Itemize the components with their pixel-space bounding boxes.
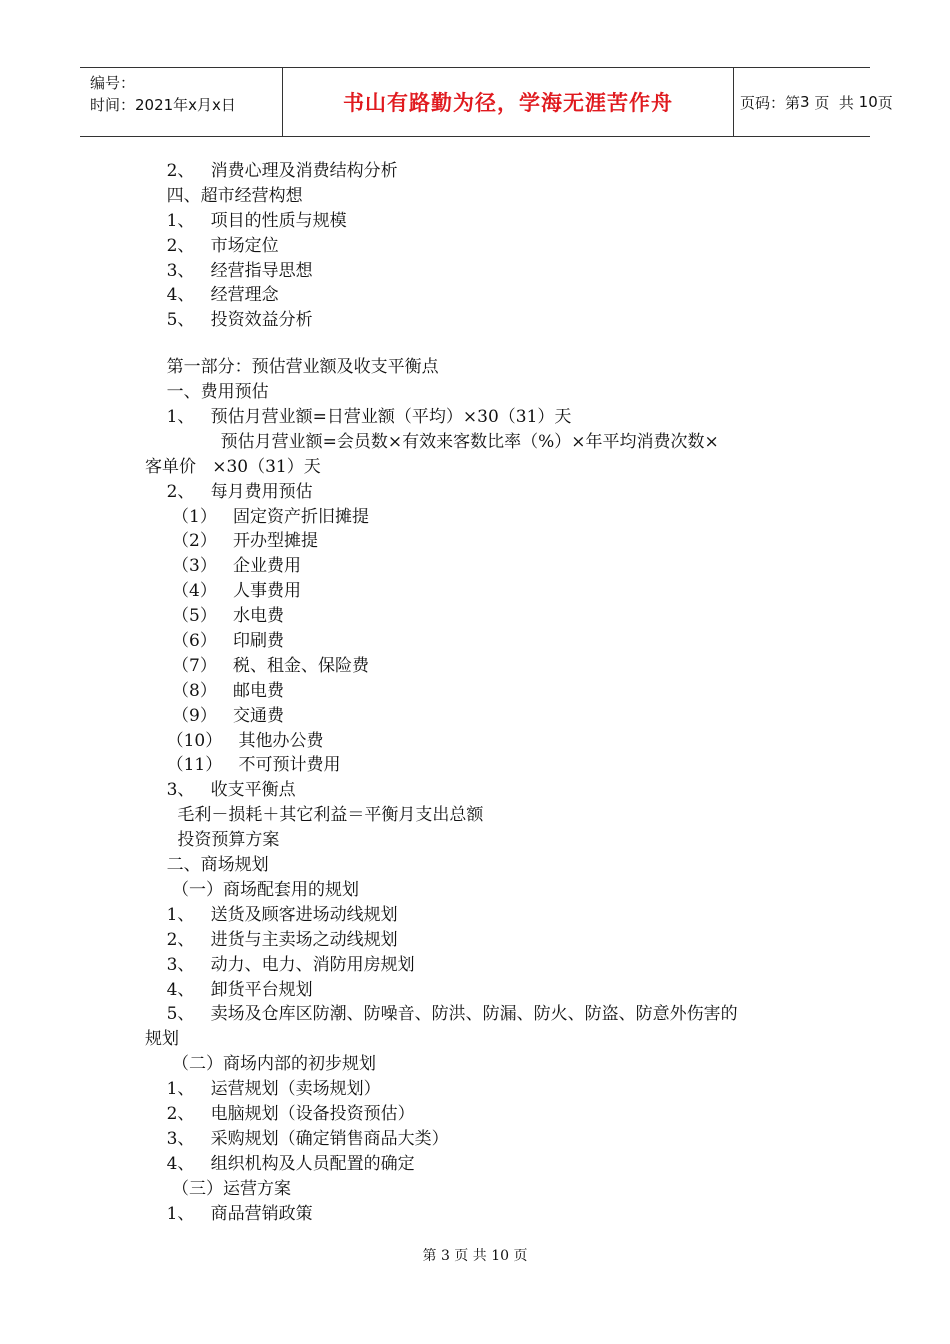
text-line: （一）商场配套用的规划	[145, 879, 360, 900]
header-slogan: 书山有路勤为径，学海无涯苦作舟	[282, 68, 734, 136]
text-line: （2） 开办型摊提	[145, 531, 319, 552]
text-line: 3、 动力、电力、消防用房规划	[145, 954, 415, 975]
text-line: 1、 项目的性质与规模	[145, 210, 347, 231]
page-label: 页码：第	[740, 93, 801, 112]
number-label: 编号：	[90, 74, 136, 92]
text-line: （10） 其他办公费	[145, 730, 324, 751]
page-header	[80, 67, 893, 137]
text-line: 一、费用预估	[145, 382, 269, 403]
text-line: 1、 送货及顾客进场动线规划	[145, 904, 398, 925]
text-line: 5、 投资效益分析	[145, 310, 313, 331]
time-label: 时间：2021年x月x日	[90, 96, 236, 114]
text-line: 第一部分：预估营业额及收支平衡点	[145, 357, 439, 378]
text-line: （1） 固定资产折旧摊提	[145, 506, 370, 527]
text-line: 5、 卖场及仓库区防潮、防噪音、防洪、防漏、防火、防盗、防意外伤害的	[145, 1004, 738, 1025]
text-line: 毛利－损耗＋其它利益＝平衡月支出总额	[145, 805, 484, 826]
document-body	[145, 159, 825, 1226]
page-end: 页	[877, 93, 893, 112]
text-line: （3） 企业费用	[145, 556, 302, 577]
page-total: 10	[858, 93, 878, 111]
text-line: 3、 经营指导思想	[145, 260, 313, 281]
text-line: 2、 每月费用预估	[145, 481, 313, 502]
text-line: （7） 税、租金、保险费	[145, 655, 370, 676]
text-line: 4、 经营理念	[145, 285, 279, 306]
text-line: 四、超市经营构想	[145, 185, 303, 206]
text-line: （4） 人事费用	[145, 581, 302, 602]
page-footer	[0, 1245, 950, 1265]
page-current: 3	[800, 93, 810, 111]
text-line: （5） 水电费	[145, 606, 285, 627]
text-line: 客单价 ×30（31）天	[145, 456, 321, 477]
text-line: 1、 运营规划（卖场规划）	[145, 1079, 381, 1100]
text-line: 二、商场规划	[145, 855, 269, 876]
footer-page-number: 第 3 页 共 10 页	[422, 1248, 528, 1264]
text-line: 3、 采购规划（确定销售商品大类）	[145, 1128, 449, 1149]
text-line: 规划	[145, 1029, 179, 1050]
text-line: （9） 交通费	[145, 705, 285, 726]
text-line: 4、 卸货平台规划	[145, 979, 313, 1000]
text-line: 2、 进货与主卖场之动线规划	[145, 929, 398, 950]
text-line: 2、 电脑规划（设备投资预估）	[145, 1103, 415, 1124]
text-line: （8） 邮电费	[145, 680, 285, 701]
text-line: （11） 不可预计费用	[145, 755, 341, 776]
text-line: 投资预算方案	[145, 830, 280, 851]
text-line: （三）运营方案	[145, 1178, 292, 1199]
text-line: 1、 预估月营业额=日营业额（平均）×30（31）天	[145, 407, 572, 428]
text-line: 3、 收支平衡点	[145, 780, 296, 801]
text-line: （6） 印刷费	[145, 631, 285, 652]
page-mid: 页 共	[814, 93, 854, 112]
text-line: 2、 市场定位	[145, 235, 279, 256]
header-left-cell	[80, 68, 280, 136]
header-page-info	[740, 68, 893, 136]
text-line: 预估月营业额=会员数×有效来客数比率（%）×年平均消费次数×	[145, 431, 719, 452]
blank-line	[145, 333, 825, 355]
text-line: 1、 商品营销政策	[145, 1203, 313, 1224]
text-line: 4、 组织机构及人员配置的确定	[145, 1153, 415, 1174]
text-line: 2、 消费心理及消费结构分析	[145, 161, 398, 181]
text-line: （二）商场内部的初步规划	[145, 1054, 377, 1075]
